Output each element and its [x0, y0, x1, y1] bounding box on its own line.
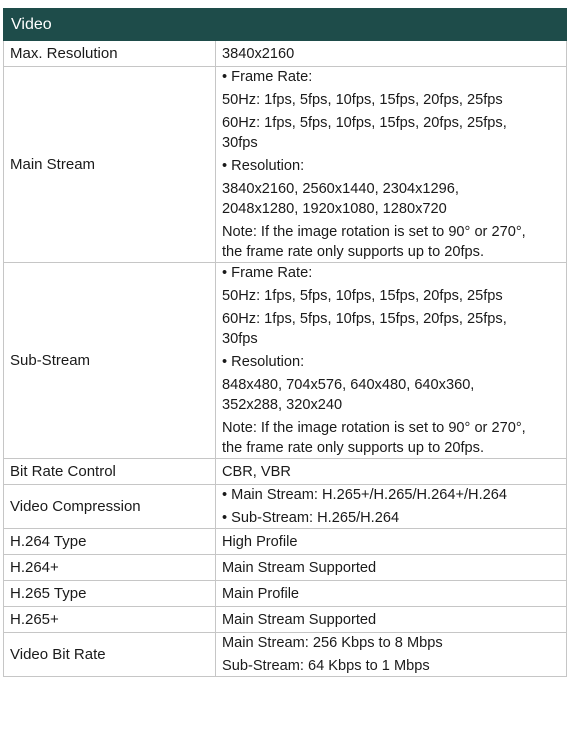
video-bit-rate-value — [216, 633, 567, 677]
h264-type-value: High Profile — [216, 529, 567, 555]
video-compression-value — [216, 485, 567, 529]
main-stream-label: Main Stream — [4, 67, 216, 263]
table-row — [4, 67, 567, 263]
main-fps-60hz-line2: 30fps — [222, 135, 258, 151]
h264-plus-label: H.264+ — [4, 555, 216, 581]
h264-plus-value: Main Stream Supported — [216, 555, 567, 581]
main-fps-60hz-line1: 60Hz: 1fps, 5fps, 10fps, 15fps, 20fps, 25fps, — [222, 115, 507, 131]
max-resolution-value: 3840x2160 — [216, 41, 567, 67]
sub-fps-60hz-line2: 30fps — [222, 331, 258, 347]
compression-sub: • Sub-Stream: H.265/H.264 — [222, 510, 400, 526]
main-note-line1: Note: If the image rotation is set to 90° or 270°, — [222, 224, 526, 240]
main-note-line2: the frame rate only supports up to 20fps. — [222, 244, 485, 260]
bit-rate-main: Main Stream: 256 Kbps to 8 Mbps — [222, 635, 443, 651]
main-resolution-title: • Resolution: — [222, 158, 305, 174]
h265-plus-value: Main Stream Supported — [216, 607, 567, 633]
table-row — [4, 607, 567, 633]
video-bit-rate-label: Video Bit Rate — [4, 633, 216, 677]
max-resolution-label: Max. Resolution — [4, 41, 216, 67]
sub-res-line2: 352x288, 320x240 — [222, 397, 343, 413]
table-row — [4, 263, 567, 459]
h264-type-label: H.264 Type — [4, 529, 216, 555]
main-stream-value — [216, 67, 567, 263]
sub-resolution-title: • Resolution: — [222, 354, 305, 370]
sub-res-line1: 848x480, 704x576, 640x480, 640x360, — [222, 377, 475, 393]
video-compression-label: Video Compression — [4, 485, 216, 529]
section-title: Video — [4, 9, 567, 41]
sub-note-line1: Note: If the image rotation is set to 90° or 270°, — [222, 420, 526, 436]
table-row — [4, 633, 567, 677]
video-spec-section — [3, 8, 566, 677]
table-row — [4, 459, 567, 485]
sub-note-line2: the frame rate only supports up to 20fps. — [222, 440, 485, 456]
h265-type-label: H.265 Type — [4, 581, 216, 607]
table-row — [4, 581, 567, 607]
compression-main: • Main Stream: H.265+/H.265/H.264+/H.264 — [222, 487, 507, 503]
table-row — [4, 529, 567, 555]
sub-stream-label: Sub-Stream — [4, 263, 216, 459]
bit-rate-control-value: CBR, VBR — [216, 459, 567, 485]
h265-plus-label: H.265+ — [4, 607, 216, 633]
main-res-line2: 2048x1280, 1920x1080, 1280x720 — [222, 201, 447, 217]
main-res-line1: 3840x2160, 2560x1440, 2304x1296, — [222, 181, 459, 197]
sub-stream-value — [216, 263, 567, 459]
table-row — [4, 41, 567, 67]
sub-fps-60hz-line1: 60Hz: 1fps, 5fps, 10fps, 15fps, 20fps, 25fps, — [222, 311, 507, 327]
sub-frame-rate-title: • Frame Rate: — [222, 265, 313, 281]
h265-type-value: Main Profile — [216, 581, 567, 607]
table-row — [4, 485, 567, 529]
bit-rate-sub: Sub-Stream: 64 Kbps to 1 Mbps — [222, 658, 430, 674]
video-spec-table — [3, 8, 567, 677]
table-header-row — [4, 9, 567, 41]
main-frame-rate-title: • Frame Rate: — [222, 69, 313, 85]
sub-fps-50hz: 50Hz: 1fps, 5fps, 10fps, 15fps, 20fps, 25fps — [222, 288, 503, 304]
table-row — [4, 555, 567, 581]
main-fps-50hz: 50Hz: 1fps, 5fps, 10fps, 15fps, 20fps, 25fps — [222, 92, 503, 108]
bit-rate-control-label: Bit Rate Control — [4, 459, 216, 485]
